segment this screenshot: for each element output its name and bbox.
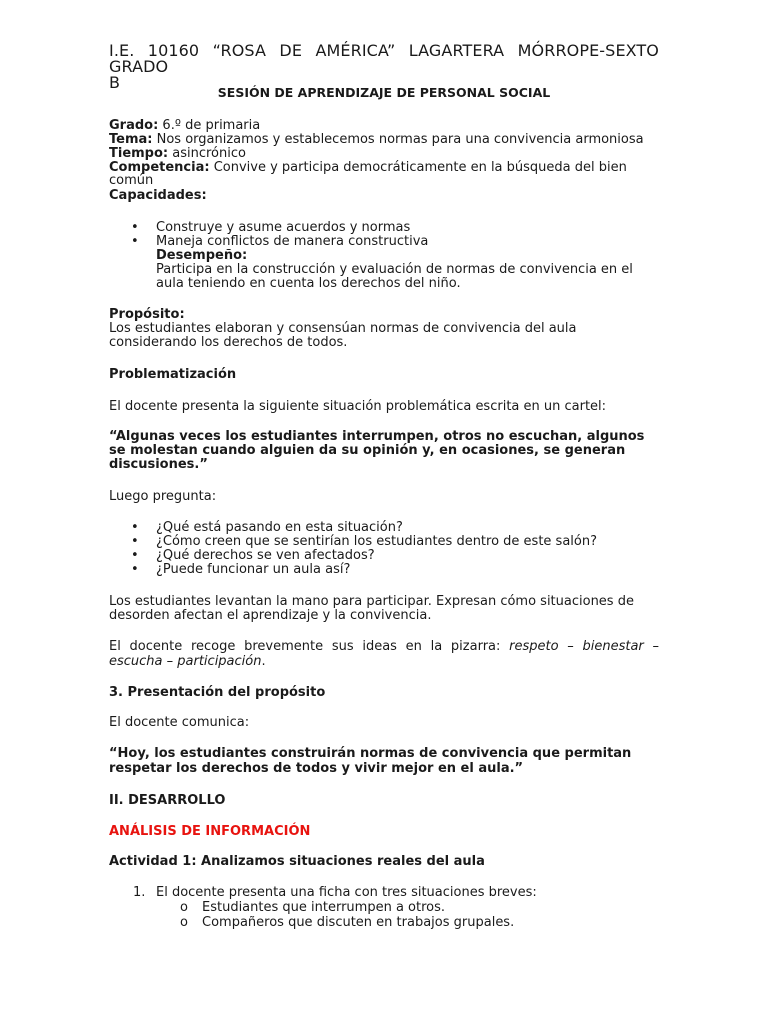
- desarrollo-heading: II. DESARROLLO: [109, 793, 226, 808]
- list-item: • ¿Qué está pasando en esta situación?: [109, 521, 659, 535]
- questions-list: [109, 521, 659, 577]
- situation-text: Estudiantes que interrumpen a otros.: [202, 900, 446, 915]
- capacidades-list: [109, 221, 659, 249]
- situation-quote-l1: “Algunas veces los estudiantes interrumpen, otros no escuchan, algunos: [109, 429, 645, 444]
- list-item: • ¿Cómo creen que se sentirían los estudiantes dentro de este salón?: [109, 535, 659, 549]
- problematizacion-intro: El docente presenta la siguiente situación problemática escrita en un cartel:: [109, 399, 607, 414]
- collect-end: .: [261, 654, 266, 669]
- step-text: El docente presenta una ficha con tres situaciones breves:: [156, 885, 537, 900]
- list-item: • Construye y asume acuerdos y normas: [109, 221, 659, 235]
- proposito-text-l1: Los estudiantes elaboran y consensúan normas de convivencia del aula: [109, 321, 577, 336]
- presentacion-heading: 3. Presentación del propósito: [109, 685, 326, 700]
- grado-value: 6.º de primaria: [158, 118, 261, 133]
- competencia-value: Convive y participa democráticamente en la búsqueda del bien: [209, 160, 627, 175]
- collect-l1: [109, 640, 659, 654]
- tema-value: Nos organizamos y establecemos normas para una convivencia armoniosa: [152, 132, 644, 147]
- sub-bullet: o: [180, 915, 188, 930]
- problematizacion-heading: Problematización: [109, 367, 237, 382]
- step-item: [109, 886, 659, 900]
- ask-text: Luego pregunta:: [109, 489, 217, 504]
- presentacion-intro: El docente comunica:: [109, 715, 250, 730]
- list-item: • Maneja conflictos de manera constructiva: [109, 235, 659, 249]
- competencia-line2: común: [109, 173, 154, 188]
- grado-line: [109, 119, 659, 133]
- tiempo-value: asincrónico: [168, 146, 246, 161]
- desempeno-text-l2: aula teniendo en cuenta los derechos del niño.: [156, 276, 461, 291]
- school-title: [109, 43, 659, 91]
- step-number: 1.: [133, 885, 146, 900]
- list-item: • ¿Qué derechos se ven afectados?: [109, 549, 659, 563]
- situation-item: [109, 901, 659, 915]
- situation-quote-l2: se molestan cuando alguien da su opinión y, en ocasiones, se generan: [109, 443, 626, 458]
- school-title-line1: I.E. 10160 “ROSA DE AMÉRICA” LAGARTERA MÓRROPE-SEXTO GRADO: [109, 41, 659, 76]
- analisis-heading: ANÁLISIS DE INFORMACIÓN: [109, 824, 311, 839]
- competencia-line: [109, 161, 659, 175]
- situation-quote-l3: discusiones.”: [109, 457, 208, 472]
- school-title-line2: B: [109, 73, 121, 92]
- actividad-heading: Actividad 1: Analizamos situaciones reales del aula: [109, 854, 485, 869]
- collect-words-l1: respeto – bienestar –: [509, 639, 659, 654]
- collect-text: El docente recoge brevemente sus ideas en la pizarra:: [109, 639, 510, 654]
- presentacion-quote-l1: “Hoy, los estudiantes construirán normas de convivencia que permitan: [109, 746, 632, 761]
- tema-line: [109, 133, 659, 147]
- competencia-label: Competencia:: [109, 160, 210, 175]
- situation-text: Compañeros que discuten en trabajos grupales.: [202, 915, 515, 930]
- tema-label: Tema:: [109, 132, 153, 147]
- proposito-label: Propósito:: [109, 307, 185, 322]
- collect-words-l2: escucha – participación: [109, 654, 262, 669]
- capacidades-label: Capacidades:: [109, 188, 207, 203]
- collect-l2: [109, 655, 659, 669]
- list-item: • ¿Puede funcionar un aula así?: [109, 563, 659, 577]
- presentacion-quote-l2: respetar los derechos de todos y vivir mejor en el aula.”: [109, 761, 524, 776]
- sub-bullet: o: [180, 900, 188, 915]
- grado-label: Grado:: [109, 118, 159, 133]
- session-title: SESIÓN DE APRENDIZAJE DE PERSONAL SOCIAL: [217, 85, 551, 100]
- tiempo-line: [109, 147, 659, 161]
- tiempo-label: Tiempo:: [109, 146, 169, 161]
- situation-item: [109, 916, 659, 930]
- proposito-text-l2: considerando los derechos de todos.: [109, 335, 348, 350]
- desempeno-text-l1: Participa en la construcción y evaluación de normas de convivencia en el: [156, 262, 633, 277]
- desempeno-label: Desempeño:: [156, 248, 248, 263]
- response-l1: Los estudiantes levantan la mano para participar. Expresan cómo situaciones de: [109, 594, 634, 609]
- response-l2: desorden afectan el aprendizaje y la convivencia.: [109, 608, 432, 623]
